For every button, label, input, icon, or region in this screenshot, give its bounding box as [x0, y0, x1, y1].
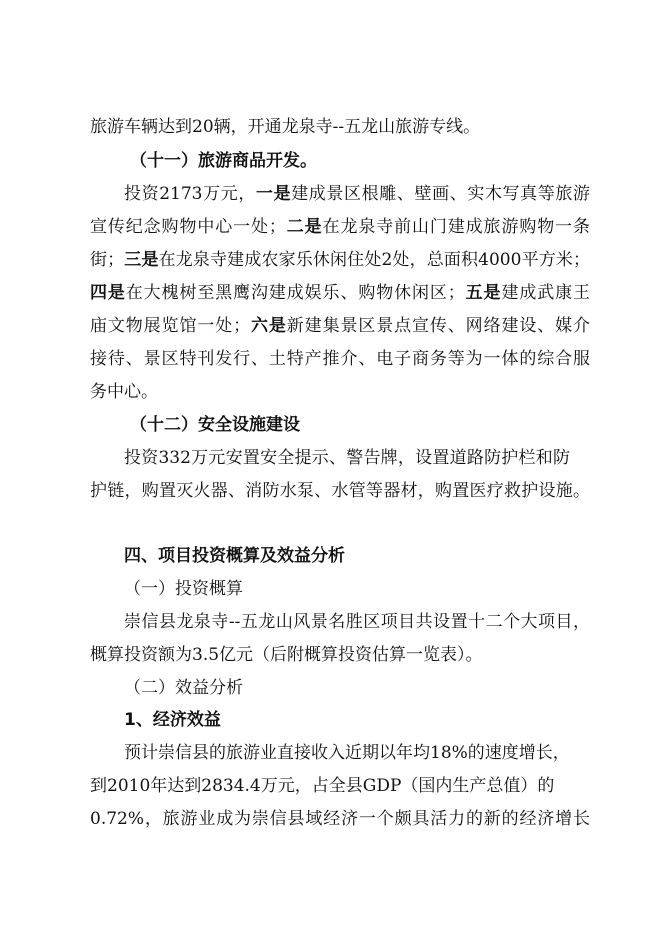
paragraph-line — [90, 348, 590, 370]
paragraph-line — [124, 611, 590, 633]
subsection-heading — [124, 709, 221, 731]
line-text: 崇信县龙泉寺--五龙山风景名胜区项目共设置十二个大项目， — [124, 612, 590, 632]
line-text: 旅游车辆达到20辆，开通龙泉寺--五龙山旅游专线。 — [90, 117, 481, 137]
paragraph-line — [124, 183, 590, 205]
emphasis-text: 二是 — [285, 217, 323, 237]
paragraph-line — [90, 249, 590, 271]
subsection-heading — [124, 578, 243, 600]
paragraph-line — [90, 644, 483, 666]
line-text: 在大槐树至黑鹰沟建成娱乐、购物休闲区； — [125, 283, 465, 303]
paragraph-line — [90, 808, 590, 830]
heading-text: （十二）安全设施建设 — [130, 415, 300, 435]
line-text: 0.72%，旅游业成为崇信县域经济一个颇具活力的新的经济增长 — [90, 809, 590, 829]
line-text: 概算投资额为3.5亿元（后附概算投资估算一览表）。 — [90, 645, 483, 665]
emphasis-text: 六是 — [250, 316, 287, 336]
heading-text: 四、项目投资概算及效益分析 — [124, 546, 345, 566]
heading-text: （二）效益分析 — [124, 678, 243, 698]
subsection-heading — [124, 677, 243, 699]
emphasis-text: 一是 — [255, 184, 292, 204]
emphasis-text: 四是 — [90, 283, 126, 303]
line-text: 到2010年达到2834.4万元，占全县GDP（国内生产总值）的 — [90, 776, 555, 796]
line-text: 庙文物展览馆一处； — [90, 316, 251, 336]
paragraph-line — [90, 480, 590, 502]
heading-text: （一）投资概算 — [124, 579, 243, 599]
paragraph-line — [124, 742, 570, 764]
line-text: 在龙泉寺前山门建成旅游购物一条 — [322, 217, 591, 237]
paragraph-line — [90, 775, 555, 797]
line-text: 预计崇信县的旅游业直接收入近期以年均18%的速度增长， — [124, 743, 570, 763]
line-text: 在龙泉寺建成农家乐休闲住处2处，总面积4000平方米； — [158, 250, 590, 270]
heading-text: 1、经济效益 — [124, 710, 221, 730]
paragraph-line — [90, 381, 158, 403]
paragraph-line — [90, 282, 590, 304]
line-text: 接待、景区特刊发行、土特产推介、电子商务等为一体的综合服 — [90, 349, 590, 369]
section-heading — [130, 414, 300, 436]
line-text: 新建集景区景点宣传、网络建设、媒介 — [286, 316, 591, 336]
line-text: 街； — [90, 250, 125, 270]
line-text: 宣传纪念购物中心一处； — [90, 217, 286, 237]
line-text: 投资332万元安置安全提示、警告牌，设置道路防护栏和防 — [124, 448, 570, 468]
paragraph-line — [124, 447, 570, 469]
line-text: 务中心。 — [90, 382, 158, 402]
section-heading — [130, 150, 317, 172]
heading-text: （十一）旅游商品开发。 — [130, 151, 317, 171]
paragraph-line — [90, 116, 480, 138]
line-text: 建成景区根雕、壁画、实木写真等旅游 — [291, 184, 591, 204]
chapter-heading — [124, 545, 345, 567]
line-text: 投资2173万元， — [124, 184, 256, 204]
paragraph-line — [90, 216, 590, 238]
paragraph-line — [90, 315, 590, 337]
line-text: 护链，购置灭火器、消防水泵、水管等器材，购置医疗救护设施。 — [90, 481, 590, 501]
emphasis-text: 五是 — [464, 283, 502, 303]
emphasis-text: 三是 — [124, 250, 159, 270]
line-text: 建成武康王 — [501, 283, 591, 303]
